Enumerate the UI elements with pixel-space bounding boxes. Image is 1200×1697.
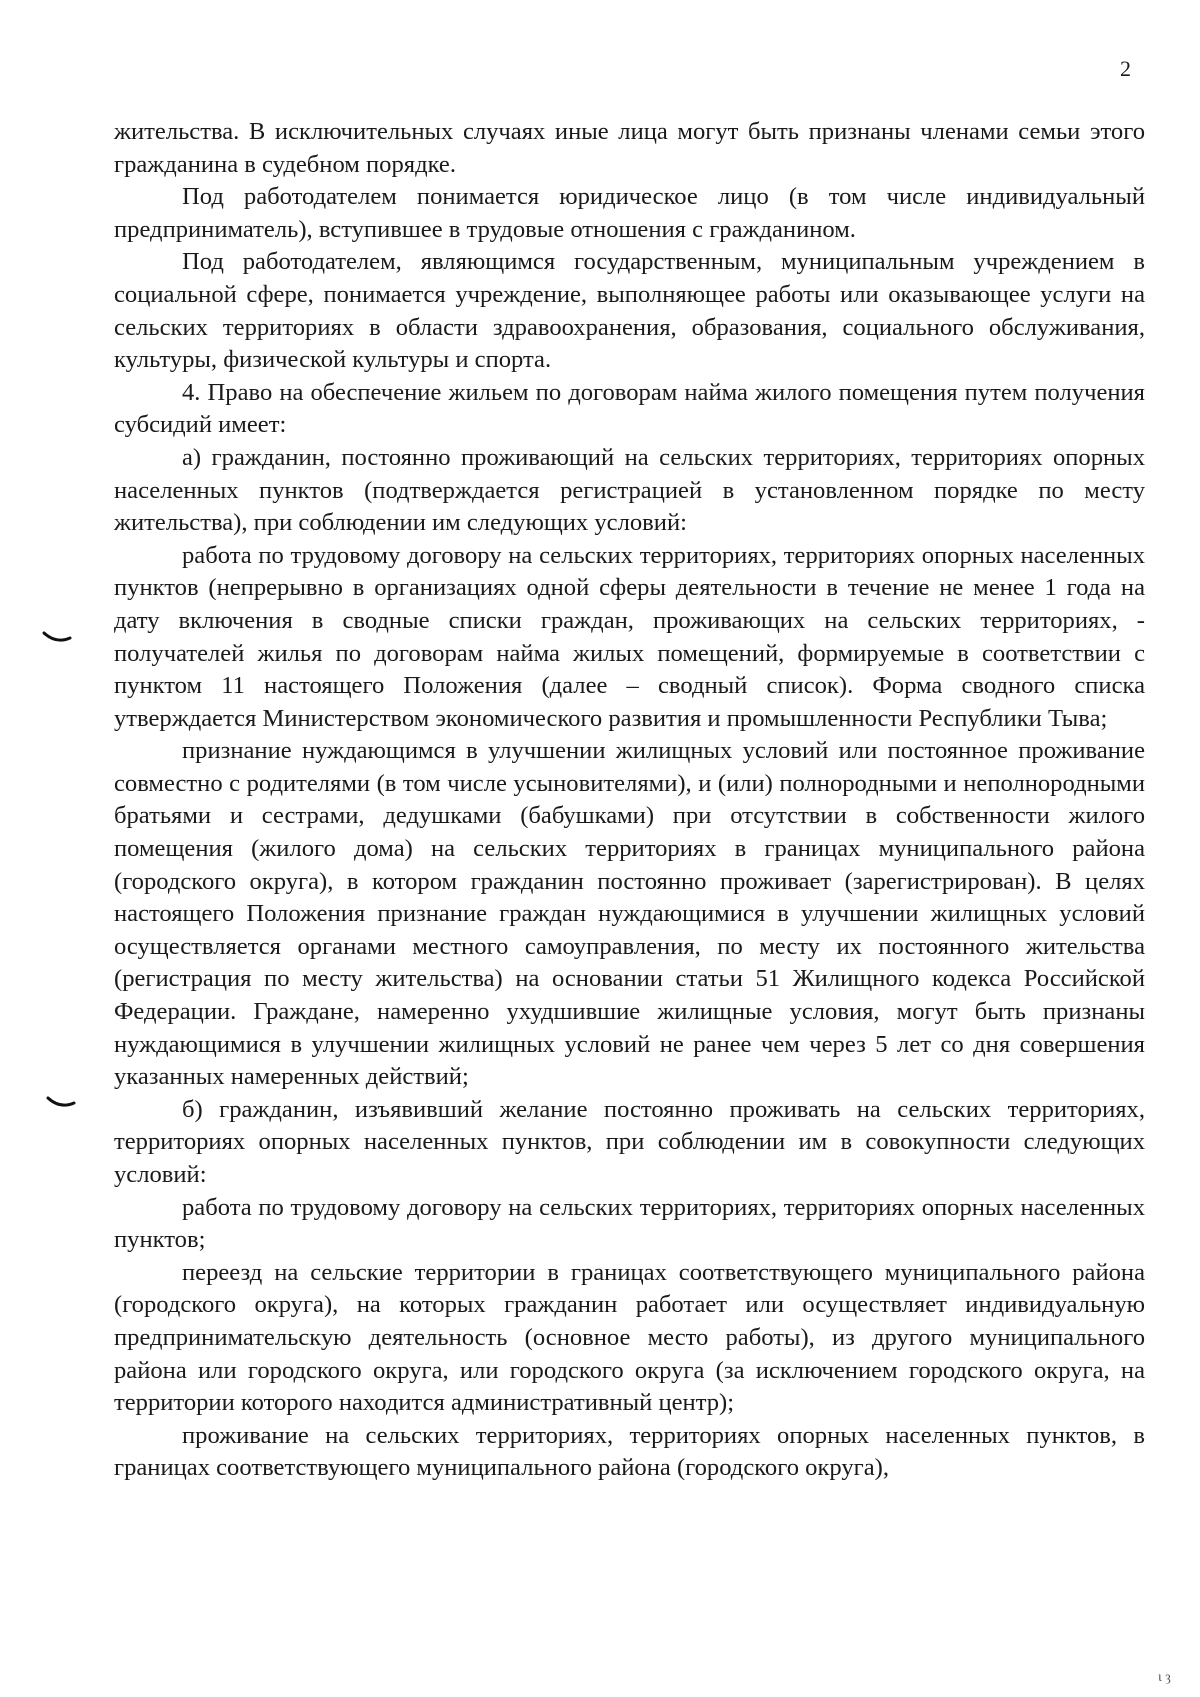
paragraph-6: работа по трудовому договору на сельских территориях, территориях опорных населенных пунктов (непрерывно в организациях одной сферы деятельности в течение не менее 1 года на дату включения в сводные списки граждан, проживающих на сельских территориях, - получателей жилья по договорам найма жилых помещений, формируемые в соответствии с пунктом 11 настоящего Положения (далее – сводный список). Форма сводного списка утверждается Министерством экономического развития и промышленности Республики Тыва;	[114, 541, 1145, 732]
paragraph-9: работа по трудовому договору на сельских территориях, территориях опорных населенных пунктов;	[114, 1193, 1145, 1254]
page-number: 2	[1120, 56, 1131, 81]
paragraph-3: Под работодателем, являющимся государственным, муниципальным учреждением в социальной сфере, понимается учреждение, выполняющее работы или оказывающее услуги на сельских территориях в области здравоохранения, образования, социального обслуживания, культуры, физической культуры и спорта.	[114, 248, 1145, 374]
document-body	[114, 116, 1145, 1485]
binding-hole-mark	[42, 630, 72, 644]
paragraph-5: а) гражданин, постоянно проживающий на сельских территориях, территориях опорных населенных пунктов (подтверждается регистрацией в установленном порядке по месту жительства), при соблюдении им следующих условий:	[114, 443, 1145, 537]
paragraph-4: 4. Право на обеспечение жильем по договорам найма жилого помещения путем получения субсидий имеет:	[114, 378, 1145, 439]
paragraph-7: признание нуждающимся в улучшении жилищных условий или постоянное проживание совместно с родителями (в том числе усыновителями), и (или) полнородными и неполнородными братьями и сестрами, дедушками (бабушками) при отсутствии в собственности жилого помещения (жилого дома) на сельских территориях в границах муниципального района (городского округа), в котором гражданин постоянно проживает (зарегистрирован). В целях настоящего Положения признание граждан нуждающимися в улучшении жилищных условий осуществляется органами местного самоуправления, по месту их постоянного жительства (регистрация по месту жительства) на основании статьи 51 Жилищного кодекса Российской Федерации. Граждане, намеренно ухудшившие жилищные условия, могут быть признаны нуждающимися в улучшении жилищных условий не ранее чем через 5 лет со дня совершения указанных намеренных действий;	[114, 737, 1145, 1091]
binding-hole-mark	[46, 1095, 76, 1109]
paragraph-2: Под работодателем понимается юридическое лицо (в том числе индивидуальный предприниматель), вступившее в трудовые отношения с гражданином.	[114, 183, 1145, 243]
paragraph-1: жительства. В исключительных случаях иные лица могут быть признаны членами семьи этого гражданина в судебном порядке.	[114, 118, 1145, 178]
paragraph-8: б) гражданин, изъявивший желание постоянно проживать на сельских территориях, территориях опорных населенных пунктов, при соблюдении им в совокупности следующих условий:	[114, 1095, 1145, 1188]
paragraph-10: переезд на сельские территории в границах соответствующего муниципального района (городского округа), на которых гражданин работает или осуществляет индивидуальную предпринимательскую деятельность (основное место работы), из другого муниципального района или городского округа, или городского округа (за исключением городского округа, на территории которого находится административный центр);	[114, 1258, 1145, 1417]
paragraph-11: проживание на сельских территориях, территориях опорных населенных пунктов, в границах соответствующего муниципального района (городского округа),	[114, 1421, 1145, 1482]
scan-corner-mark: ι ȝ	[1158, 1670, 1171, 1685]
